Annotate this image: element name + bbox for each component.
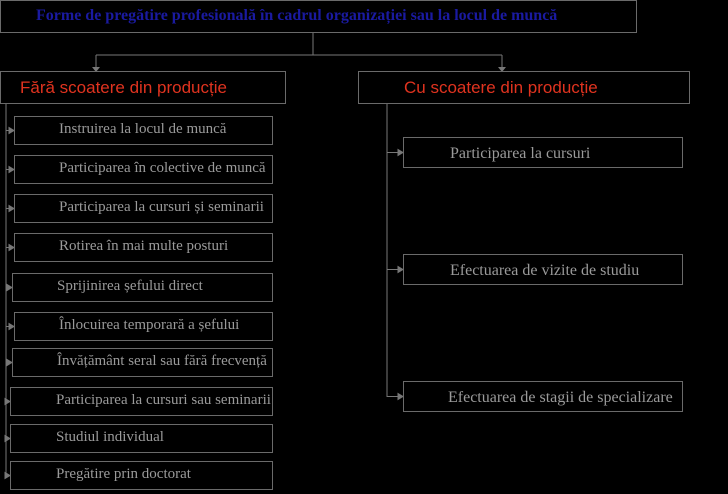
- diagram-title: Forme de pregătire profesională în cadrul organizației sau la locul de muncă: [36, 7, 558, 24]
- right-item-label: Efectuarea de vizite de studiu: [450, 262, 640, 279]
- left-heading: Fără scoatere din producție: [20, 78, 227, 97]
- left-item-label: Înlocuirea temporară a șefului: [59, 317, 240, 333]
- left-item-label: Învățământ seral sau fără frecvență: [57, 353, 267, 369]
- right-heading: Cu scoatere din producție: [404, 78, 598, 97]
- left-item-label: Participarea la cursuri și seminarii: [59, 199, 264, 215]
- left-item-label: Instruirea la locul de muncă: [59, 121, 227, 137]
- right-item-label: Efectuarea de stagii de specializare: [448, 389, 673, 406]
- left-item-label: Sprijinirea șefului direct: [57, 278, 203, 294]
- left-item-label: Rotirea în mai multe posturi: [59, 238, 229, 254]
- left-item-label: Studiul individual: [56, 429, 164, 445]
- right-item-label: Participarea la cursuri: [450, 145, 591, 162]
- left-item-label: Participarea la cursuri sau seminarii: [56, 392, 271, 408]
- left-item-label: Pregătire prin doctorat: [56, 466, 191, 482]
- left-item-label: Participarea în colective de muncă: [59, 160, 266, 176]
